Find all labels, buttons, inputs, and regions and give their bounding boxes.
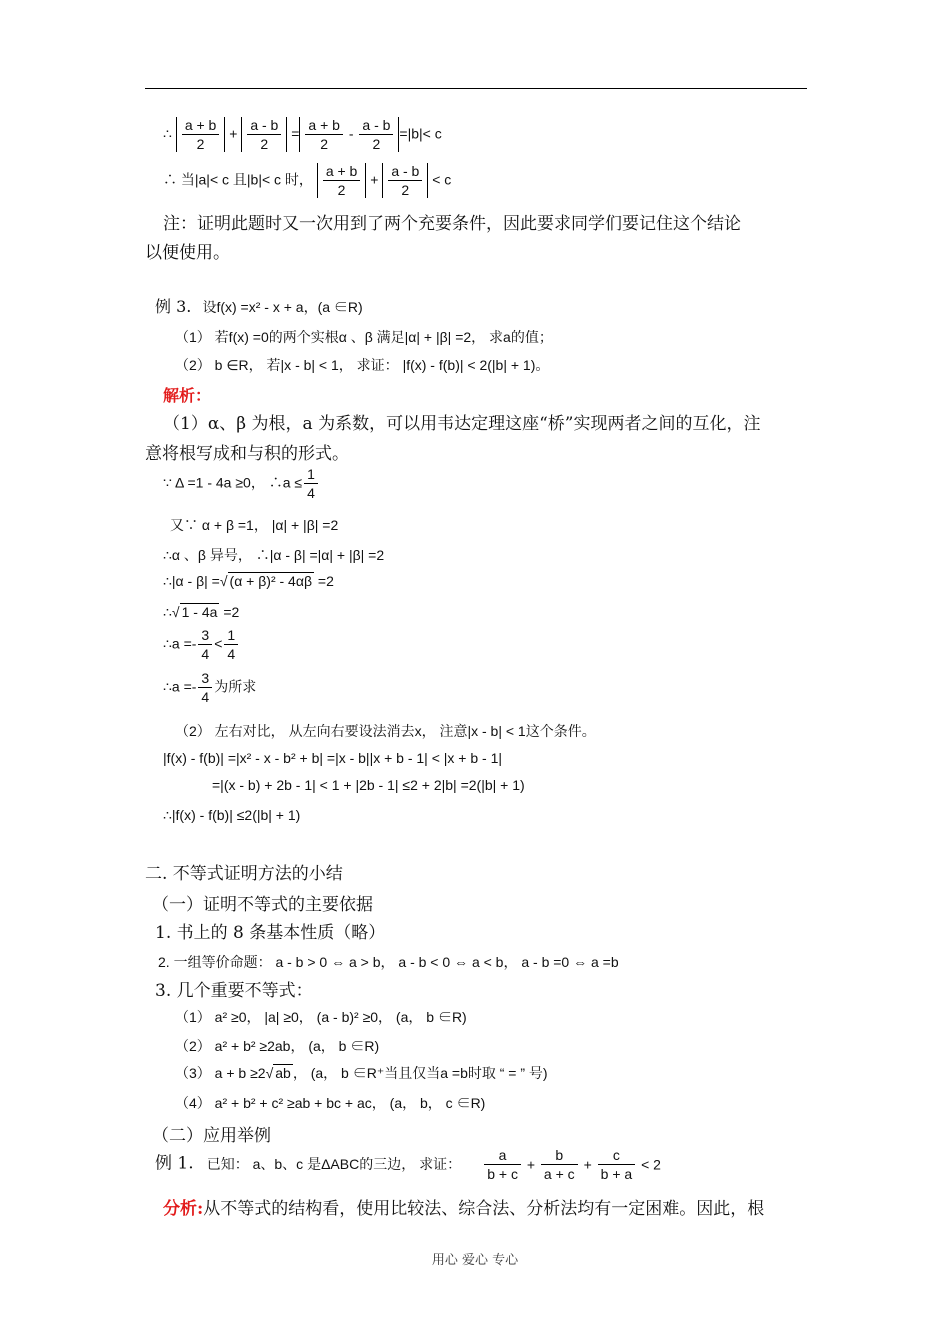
analysis-paragraph (163, 1201, 764, 1218)
fraction: $\frac{a + b}{2}$ (305, 117, 343, 152)
page-footer: 用心 爱心 专心 (431, 1253, 519, 1268)
fraction: $\frac{3}{4}$ (198, 670, 212, 705)
step-7: ∴a =- $\frac{3}{4}$ 为所求 (163, 670, 257, 706)
step-5: ∴√ 1 - 4a =2 (163, 604, 240, 620)
part-2-line-3: ∴|f(x) - f(b)| ≤2(|b| + 1) (163, 807, 301, 823)
question-1: （1） 若f(x) =0的两个实根α 、β 满足|α| + |β| =2， 求a的值； (175, 329, 553, 345)
fraction: $\frac{a + b}{2}$ (323, 163, 361, 198)
fraction: $\frac{a - b}{2}$ (388, 163, 422, 198)
subsection-2: （二）应用举例 (152, 1126, 271, 1146)
fraction: $\frac{a - b}{2}$ (359, 117, 393, 152)
note-text-cont: 以便使用。 (145, 243, 230, 263)
inequality-2: （2） a² + b² ≥2ab， (a， b ∈R) (175, 1038, 380, 1054)
part-2-text: （2） 左右对比， 从左向右要设法消去x， 注意|x - b| < 1这个条件。 (175, 723, 596, 739)
item-2: 2. 一组等价命题： a - b > 0 ⇔ a > b， a - b < 0 ⇔ a < b， a - b =0 ⇔ a =b (158, 954, 619, 970)
inequality-4: （4） a² + b² + c² ≥ab + bc + ac， (a， b， c ∈R) (175, 1095, 486, 1111)
step-1: ∵ Δ =1 - 4a ≥0， ∴a ≤ $\frac{1}{4}$ (163, 466, 320, 501)
sqrt-sign: √ (171, 604, 180, 620)
abs-group (241, 117, 287, 152)
example-3-heading (155, 299, 363, 315)
inequality-1: （1） a² ≥0， |a| ≥0， (a - b)² ≥0， (a， b ∈R) (175, 1009, 467, 1025)
fraction: $\frac{c}{b + a}$ (598, 1147, 636, 1182)
fraction: $\frac{a + b}{2}$ (182, 117, 220, 152)
example-given: 设f(x) =x² - x + a，(a ∈R) (202, 299, 363, 315)
subsection-1: （一）证明不等式的主要依据 (152, 895, 373, 915)
abs-group (317, 163, 367, 198)
example-1: 例 1. 已知： a、b、c 是ΔABC的三边， 求证： $\frac{a}{b + c}$ + $\frac{b}{a + c}$ + $\frac{c}{b + a}$ < 2 (155, 1147, 661, 1183)
abs-group: $\frac{a + b}{2}$ - $\frac{a - b}{2}$ (299, 117, 399, 152)
fraction: $\frac{3}{4}$ (198, 627, 212, 662)
fraction: $\frac{a - b}{2}$ (247, 117, 281, 152)
fenxi-label: 分析: (163, 1199, 204, 1219)
header-rule (145, 88, 807, 89)
radicand: ab (275, 1065, 291, 1081)
section-title: 二. 不等式证明方法的小结 (145, 864, 343, 884)
step-3: ∴α 、β 异号， ∴|α - β| =|α| + |β| =2 (163, 547, 385, 563)
analysis-label: 解析： (163, 386, 212, 405)
analysis-text-cont: 意将根写成和与积的形式。 (145, 444, 349, 464)
proof-line-2: ∴ 当|a|< c 且|b|< c 时， $\frac{a + b}{2}$ + $\frac{a - b}{2}$ < c (163, 163, 452, 199)
fraction: $\frac{b}{a + c}$ (541, 1147, 578, 1182)
step-4: ∴|α - β| =√ (α + β)² - 4αβ =2 (163, 573, 334, 589)
sqrt-sign: √ (265, 1065, 274, 1081)
example-label: 例 3. (155, 297, 192, 316)
item-1: 1. 书上的 8 条基本性质（略） (155, 923, 386, 943)
part-2-line-2: =|(x - b) + 2b - 1| < 1 + |2b - 1| ≤2 + 2|b| =2(|b| + 1) (212, 777, 525, 793)
abs-group (382, 163, 428, 198)
item-3: 3. 几个重要不等式： (155, 981, 313, 1001)
proof-line-1: ∴ $\frac{a + b}{2}$ + $\frac{a - b}{2}$ = $\frac{a + b}{2}$ - $\frac{a - b}{2}$ =|b|< c (163, 117, 442, 153)
radicand: 1 - 4a (181, 604, 218, 620)
step-2: 又∵ α + β =1， |α| + |β| =2 (170, 517, 339, 533)
radicand: (α + β)² - 4αβ (229, 573, 312, 589)
inequality-3: （3） a + b ≥2√ ab ， (a， b ∈R⁺当且仅当a =b时取 “ = ” 号) (175, 1065, 548, 1081)
part-2-line-1: |f(x) - f(b)| =|x² - x - b² + b| =|x - b||x + b - 1| < |x + b - 1| (163, 750, 503, 766)
example-label: 例 1. (155, 1153, 194, 1174)
question-2: （2） b ∈R， 若|x - b| < 1， 求证： |f(x) - f(b)| < 2(|b| + 1)。 (175, 357, 550, 373)
analysis-text: （1）α、β 为根，a 为系数，可以用韦达定理这座“桥”实现两者之间的互化，注 (163, 414, 761, 434)
fraction: $\frac{1}{4}$ (224, 627, 238, 662)
step-6: ∴a =- $\frac{3}{4}$ < $\frac{1}{4}$ (163, 627, 240, 662)
sqrt-sign: √ (219, 573, 228, 589)
fenxi-text: 从不等式的结构看，使用比较法、综合法、分析法均有一定困难。因此，根 (203, 1199, 765, 1219)
fraction: $\frac{1}{4}$ (304, 466, 318, 501)
note-text: 注：证明此题时又一次用到了两个充要条件，因此要求同学们要记住这个结论 (163, 214, 741, 234)
fraction: $\frac{a}{b + c}$ (484, 1147, 521, 1182)
abs-group (176, 117, 226, 152)
